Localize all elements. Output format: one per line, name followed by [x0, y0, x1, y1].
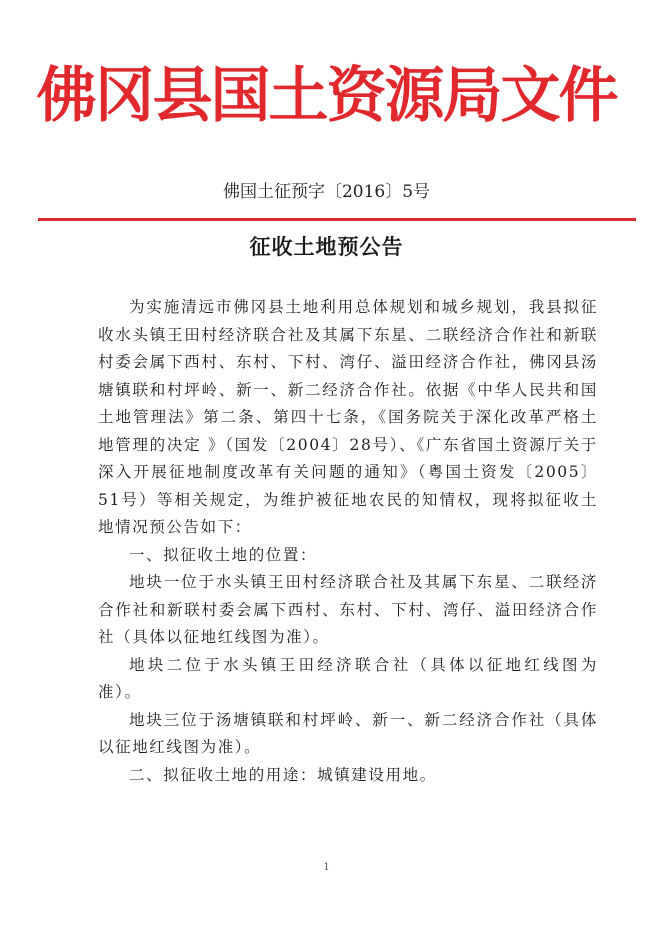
issuer-header-title: 佛冈县国土资源局文件	[36, 61, 617, 131]
document-number: 佛国土征预字〔2016〕5号	[222, 182, 431, 202]
paragraph-parcel-one: 地块一位于水头镇王田村经济联合社及其属下东星、二联经济合作社和新联村委会属下西村、东村、下村、湾仔、溢田经济合作社（具体以征地红线图为准）。	[98, 573, 598, 646]
notice-title: 征收土地预公告	[249, 234, 404, 259]
page-number: 1	[323, 862, 330, 873]
notice-body	[98, 294, 598, 789]
paragraph-section-two-heading: 二、拟征收土地的用途：城镇建设用地。	[129, 765, 437, 784]
red-divider-line	[38, 218, 636, 221]
paragraph-parcel-two: 地块二位于水头镇王田经济联合社（具体以征地红线图为准）。	[98, 655, 598, 701]
paragraph-intro: 为实施清远市佛冈县土地利用总体规划和城乡规划，我县拟征收水头镇王田村经济联合社及其属下东星、二联经济合作社和新联村委会属下西村、东村、下村、湾仔、溢田经济合作社，佛冈县汤塘镇联和村坪岭、新一、新二经济合作社。依据《中华人民共和国土地管理法》第二条、第四十七条，《国务院关于深化改革严格土地管理的决定 》（国发〔2004〕28号）、《广东省国土资源厅关于深入开展征地制度改革有关问题的通知》（粤国土资发〔2005〕51号）等相关规定，为维护被征地农民的知情权，现将拟征收土地情况预公告如下：	[98, 298, 598, 536]
paragraph-section-one-heading: 一、拟征收土地的位置：	[129, 545, 318, 564]
paragraph-parcel-three: 地块三位于汤塘镇联和村坪岭、新一、新二经济合作社（具体以征地红线图为准）。	[98, 710, 598, 756]
